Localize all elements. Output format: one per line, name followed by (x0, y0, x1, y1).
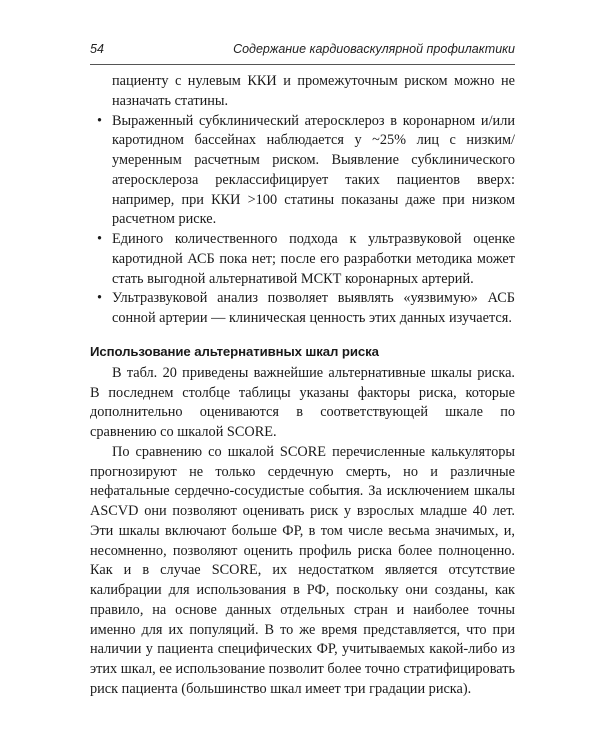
list-item (90, 289, 515, 329)
section-heading: Использование альтернативных шкал риска (90, 343, 379, 359)
bullet-list (90, 112, 515, 329)
list-item-text: Единого количественного подхода к ультразвуковой оценке каротидной АСБ пока нет; после его разработки методика может стать выгодной альтернативой МСКТ коронарных артерий. (112, 231, 515, 287)
continued-bullet-text: пациенту с нулевым ККИ и промежуточным риском можно не назначать статины. (112, 73, 515, 109)
list-item-text: Выраженный субклинический атеросклероз в коронарном и/или каротидном бассейнах наблюдается у ~25% лиц с низким/умеренным расчетным риском. Выявление субклинического атеросклероза реклассифицирует таких пациентов вверх: например, при ККИ >100 статины показаны даже при низком расчетном риске. (112, 112, 515, 228)
page-header (90, 42, 515, 64)
bullet-marker: • (97, 290, 103, 307)
page-number: 54 (90, 42, 104, 56)
paragraph: В табл. 20 приведены важнейшие альтернативные шкалы риска. В последнем столбце таблицы указаны факторы риска, которые дополнительно оцениваются в соответствующей шкале по сравнению со шкалой SCORE. (90, 364, 515, 440)
bullet-marker: • (97, 231, 103, 247)
body-text (90, 72, 515, 700)
list-item (90, 112, 515, 231)
paragraph: По сравнению со шкалой SCORE перечисленные калькуляторы прогнозируют не только сердечную смерть, но и различные нефатальные сердечно-сосудистые события. За исключением шкалы ASCVD они позволяют оценивать риск у взрослых младше 40 лет. Эти шкалы включают больше ФР, в том числе весьма значимых, и, несомненно, позволяют оценить профиль риска более полноценно. Как и в случае SCORE, их недостатком является отсутствие калибрации для использования в РФ, поскольку они созданы, как правило, на основе данных отдельных стран и наиболее точны именно для их популяций. В то же время представляется, что при наличии у пациента специфических ФР, учитываемых какой-либо из этих шкал, ее использование позволит более точно стратифицировать риск пациента (большинство шкал имеет три градации риска). (90, 443, 515, 697)
bullet-marker: • (97, 112, 103, 129)
header-divider (90, 64, 515, 65)
running-title: Содержание кардиоваскулярной профилактики (233, 42, 515, 56)
list-item-text: Ультразвуковой анализ позволяет выявлять «уязвимую» АСБ сонной артерии — клиническая ценность этих данных изучается. (112, 290, 515, 326)
list-item (90, 230, 515, 289)
